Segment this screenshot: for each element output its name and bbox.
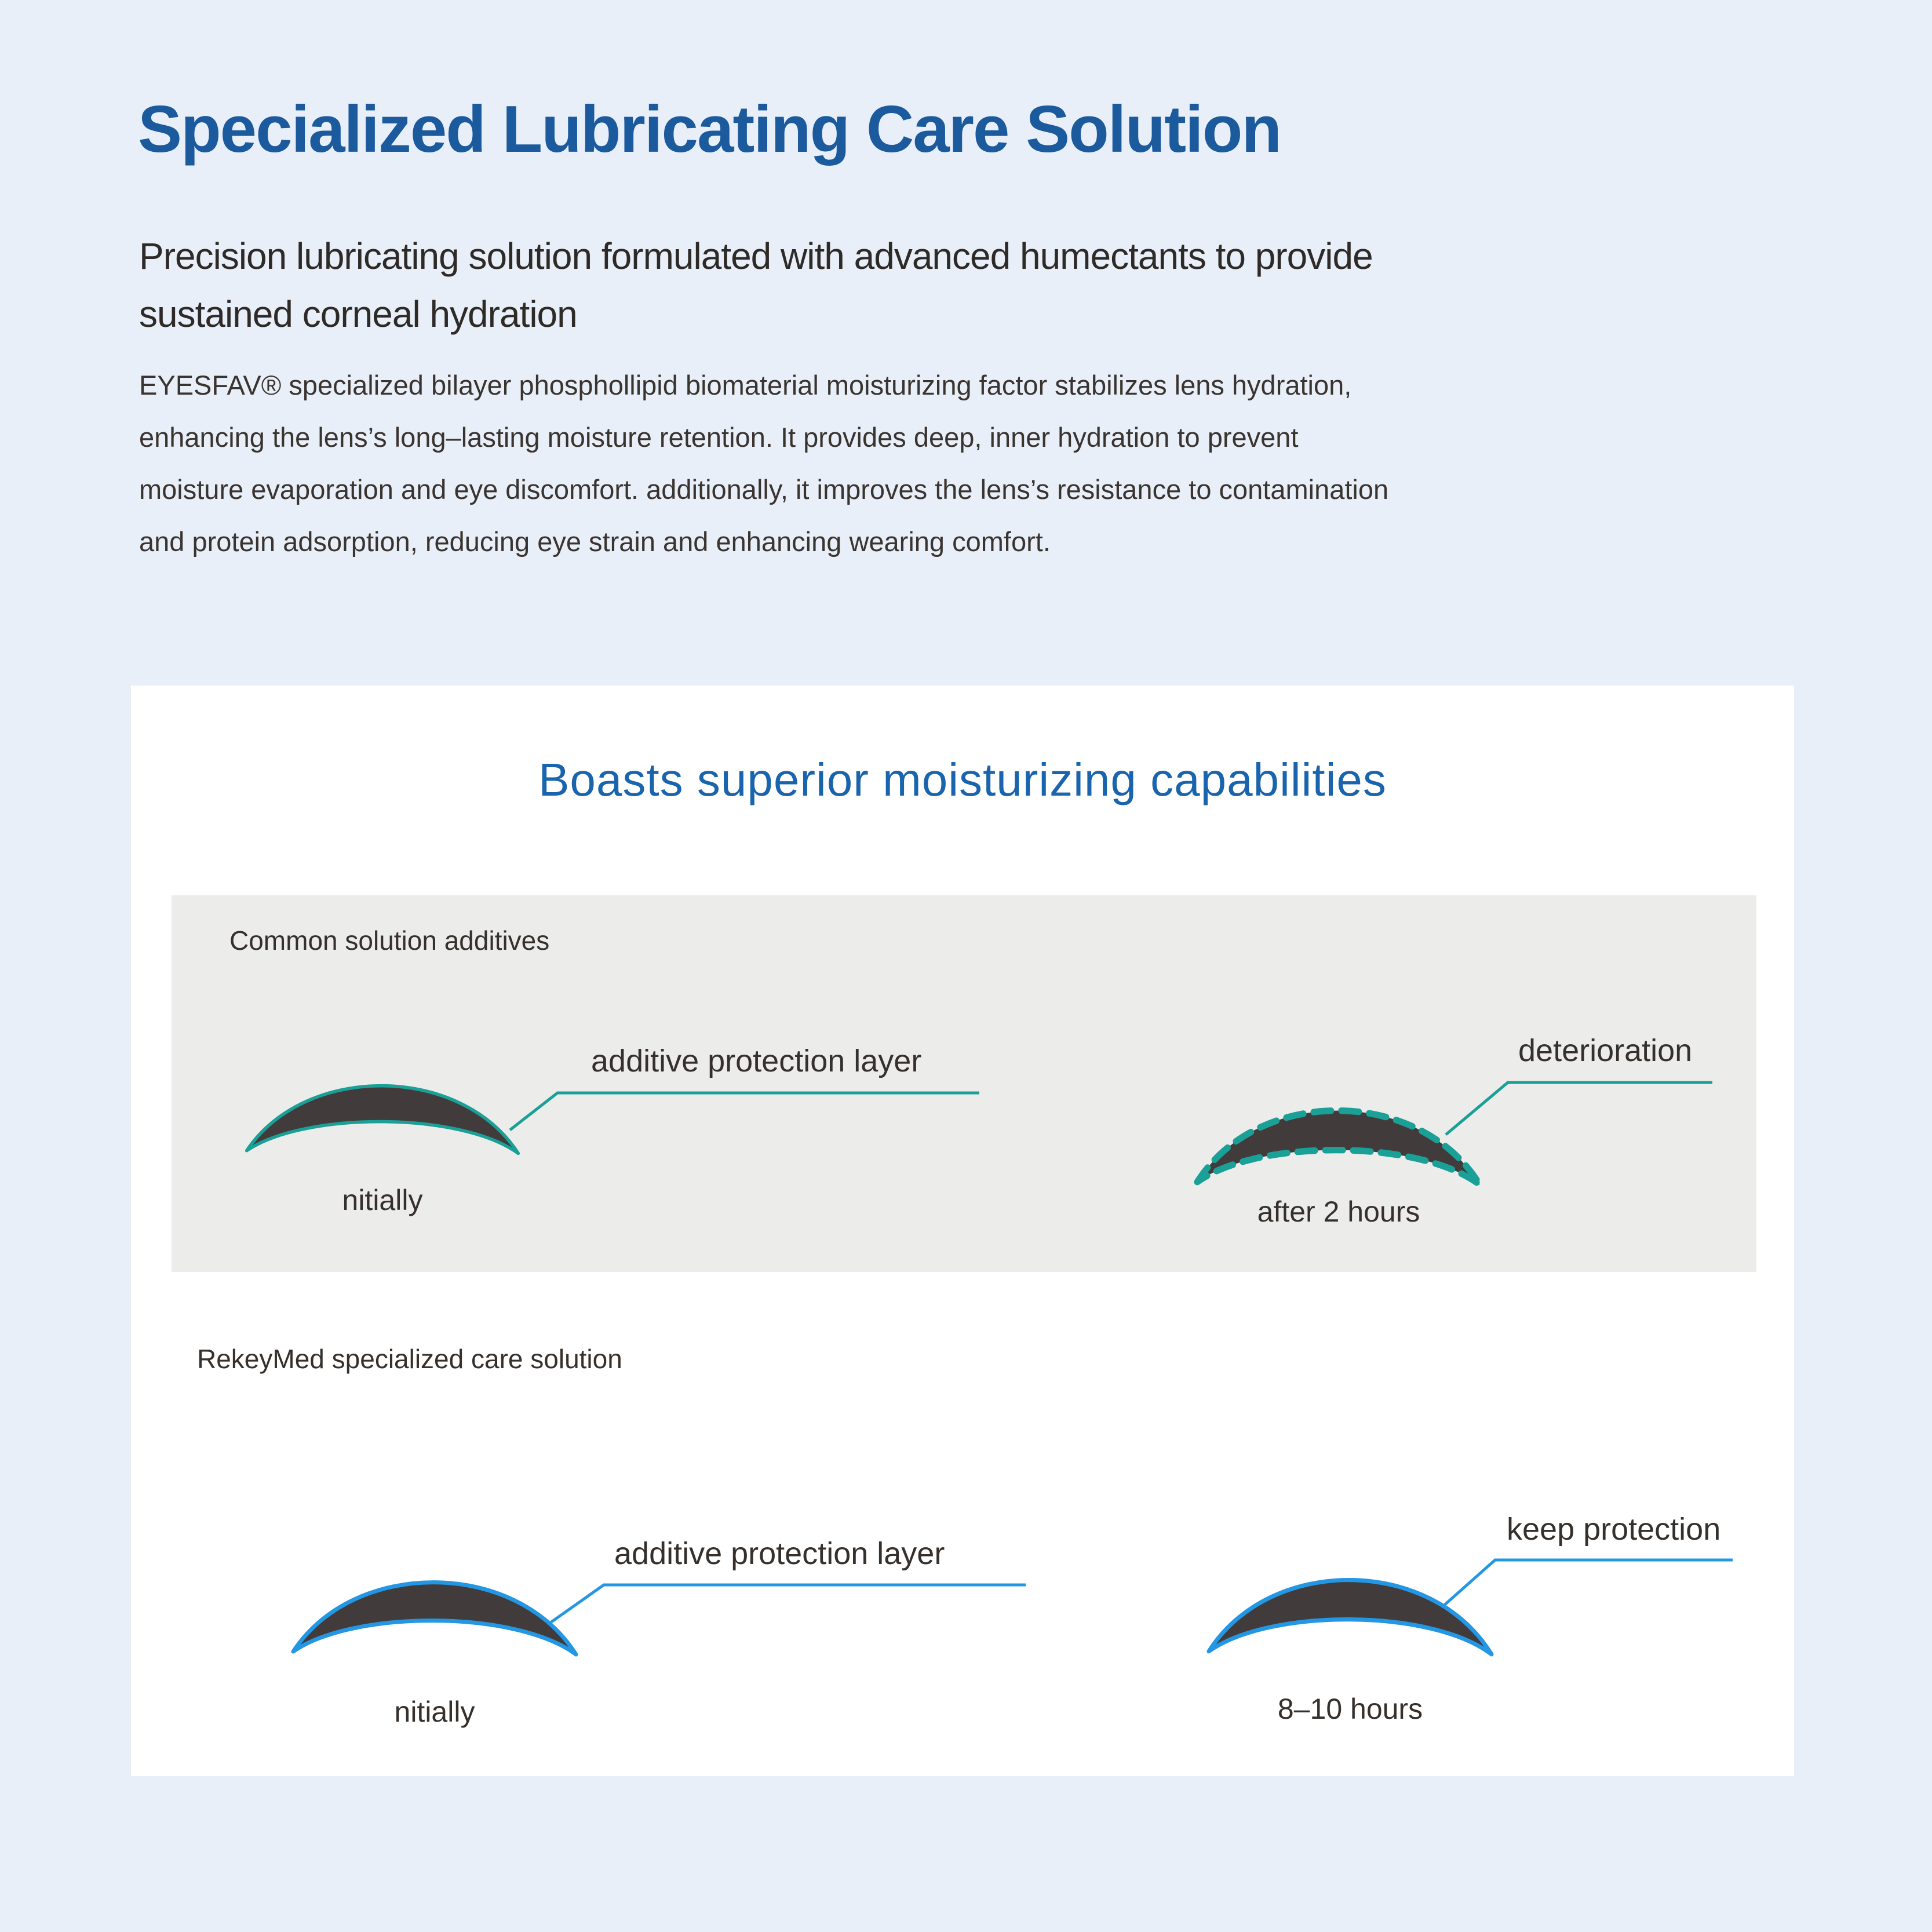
body-line: and protein adsorption, reducing eye strain and enhancing wearing comfort. <box>139 526 1051 557</box>
callout-additive-protection-layer-rekeymed: additive protection layer <box>614 1536 945 1571</box>
lens-keep-protection-icon <box>1205 1562 1495 1657</box>
common-section-label: Common solution additives <box>229 925 550 956</box>
subtitle-line-1: Precision lubricating solution formulated with advanced humectants to provide <box>139 235 1373 277</box>
callout-additive-protection-layer: additive protection layer <box>591 1044 922 1078</box>
body-line: moisture evaporation and eye discomfort. additionally, it improves the lens’s resistance to contamination <box>139 474 1389 505</box>
card-heading: Boasts superior moisturizing capabilities <box>538 754 1387 805</box>
lens-initial-rekeymed-icon <box>290 1565 579 1657</box>
rekeymed-section-label: RekeyMed specialized care solution <box>197 1344 622 1374</box>
subtitle-line-2: sustained corneal hydration <box>139 293 577 335</box>
lens-deteriorated-icon <box>1194 1092 1483 1188</box>
callout-deterioration: deterioration <box>1518 1033 1693 1068</box>
description-paragraph <box>139 359 1831 568</box>
caption-after-2-hours: after 2 hours <box>1257 1195 1420 1228</box>
callout-keep-protection: keep protection <box>1507 1512 1721 1547</box>
lens-initial-common-icon <box>243 1069 522 1156</box>
caption-8-10-hours: 8–10 hours <box>1277 1693 1423 1725</box>
caption-initially-rekeymed: nitially <box>394 1696 475 1728</box>
page-subtitle <box>139 227 1843 343</box>
body-line: EYESFAV® specialized bilayer phosphollipid biomaterial moisturizing factor stabilizes lens hydration, <box>139 370 1352 400</box>
caption-initially: nitially <box>342 1184 423 1216</box>
page-title: Specialized Lubricating Care Solution <box>138 93 1281 166</box>
body-line: enhancing the lens’s long–lasting moisture retention. It provides deep, inner hydration to prevent <box>139 422 1299 453</box>
